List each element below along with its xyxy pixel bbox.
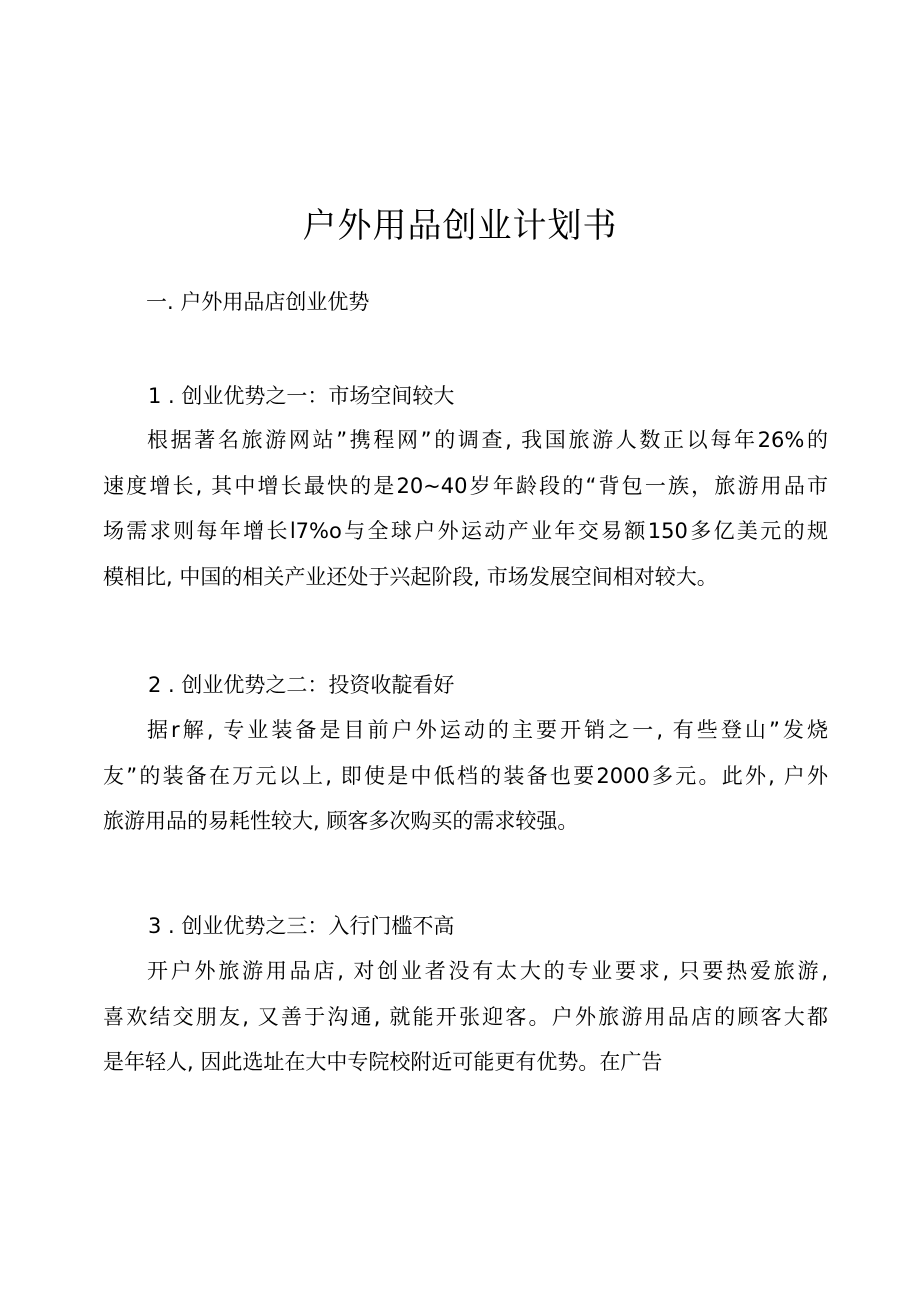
paragraph-line: 根据著名旅游网站”携程网”的调查, 我国旅游人数正以每年26%的	[147, 428, 828, 452]
subsection-heading-1: 1 . 创业优势之一：市场空间较大	[148, 384, 455, 408]
paragraph-line: 喜欢结交朋友, 又善于沟通, 就能开张迎客。户外旅游用品店的顾客大都	[103, 1004, 828, 1029]
section-heading: 一. 户外用品店创业优势	[146, 290, 370, 314]
paragraph-line: 是年轻人, 因此选址在大中专院校附近可能更有优势。在广告	[103, 1050, 663, 1075]
subsection-heading-3: 3 . 创业优势之三：入行门槛不高	[148, 914, 455, 938]
paragraph-line: 据r解, 专业装备是目前户外运动的主要开销之一, 有些登山”发烧	[147, 718, 828, 742]
paragraph-line: 场需求则每年增长l7%o与全球户外运动产业年交易额150多亿美元的规	[103, 519, 828, 544]
document-title: 户外用品创业计划书	[302, 205, 618, 246]
paragraph-2	[103, 708, 828, 845]
paragraph-line: 友”的装备在万元以上, 即使是中低档的装备也要2000多元。此外, 户外	[103, 763, 828, 788]
paragraph-line: 速度增长, 其中增长最快的是20~40岁年龄段的“背包一族，旅游用品市	[103, 473, 828, 498]
paragraph-3	[103, 949, 828, 1086]
paragraph-line: 模相比, 中国的相关产业还处于兴起阶段, 市场发展空间相对较大。	[103, 565, 718, 590]
paragraph-line: 旅游用品的易耗性较大, 顾客多次购买的需求较强。	[103, 809, 579, 834]
paragraph-line: 开户外旅游用品店, 对创业者没有太大的专业要求, 只要热爱旅游,	[147, 959, 828, 983]
subsection-heading-2: 2 . 创业优势之二：投资收靛看好	[148, 673, 455, 697]
paragraph-1	[103, 418, 828, 601]
